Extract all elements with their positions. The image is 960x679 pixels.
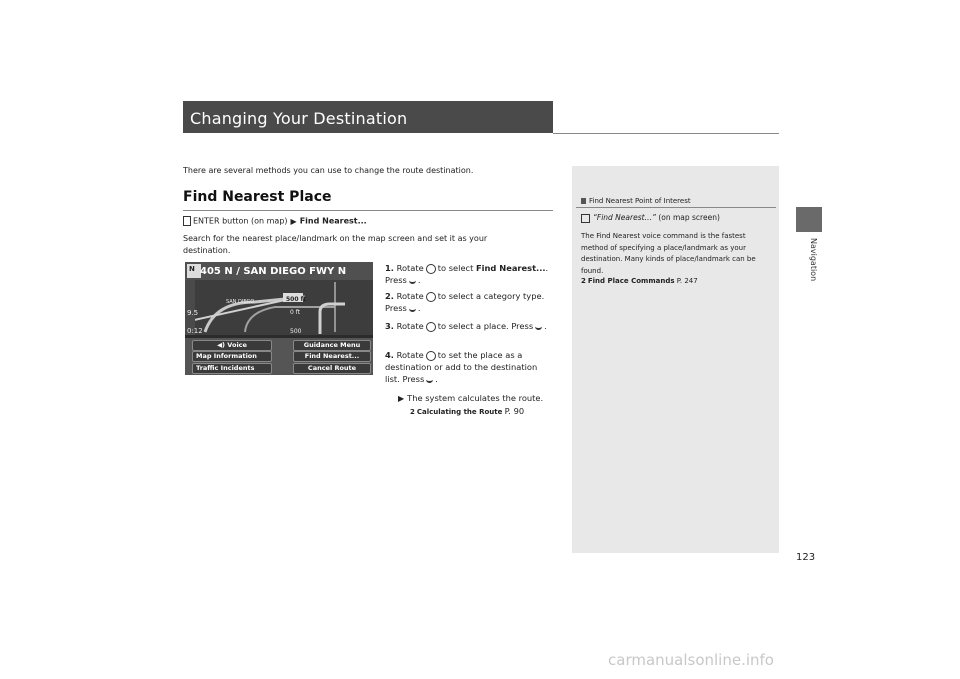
arrow-icon: ▶	[398, 394, 405, 403]
menu-guidance: Guidance Menu	[293, 340, 371, 351]
reference-label: Calculating the Route	[416, 408, 503, 416]
step-text: to set the place as a destination or add to the destination list. Press	[385, 350, 538, 384]
reference-arrow-icon: 2	[410, 408, 415, 416]
menu-map-information: Map Information	[192, 351, 272, 362]
distance-bottom: 500	[290, 328, 302, 335]
knob-icon	[426, 322, 436, 332]
home-button-icon	[183, 216, 191, 226]
menu-path	[183, 216, 367, 226]
knob-icon	[426, 292, 436, 302]
menu-voice	[192, 340, 272, 351]
menu-find-nearest: Find Nearest...	[293, 351, 371, 362]
knob-icon	[426, 264, 436, 274]
cross-reference	[410, 406, 524, 416]
step-number: 1.	[385, 263, 394, 273]
side-reference-label: Find Place Commands	[587, 277, 675, 285]
menu-traffic-incidents: Traffic Incidents	[192, 363, 272, 374]
title-rule	[553, 133, 779, 134]
menu-path-prefix: ENTER button (on map)	[193, 216, 288, 226]
knob-icon	[426, 351, 436, 361]
section-tab-label: Navigation	[809, 238, 818, 282]
reference-arrow-icon: 2	[581, 277, 586, 285]
voice-command: “Find Nearest…”	[593, 213, 656, 222]
step-text: Rotate	[396, 350, 424, 360]
step-text: . Press	[385, 263, 549, 285]
speaker-icon: ◀)	[217, 341, 228, 349]
side-note-rule	[576, 207, 776, 208]
step-number: 4.	[385, 350, 394, 360]
voice-command-line	[581, 213, 720, 223]
left-readout-b: 0:12	[187, 327, 203, 335]
side-note-heading-text: Find Nearest Point of Interest	[589, 197, 691, 205]
arrow-icon: ▶	[290, 216, 297, 226]
section-rule	[183, 210, 553, 211]
step-number: 3.	[385, 321, 394, 331]
menu-path-item: Find Nearest...	[299, 216, 367, 226]
reference-page: P. 90	[504, 406, 525, 416]
street-name: 405 N / SAN DIEGO FWY N	[200, 266, 347, 277]
page-title: Changing Your Destination	[190, 109, 408, 128]
side-note-reference	[581, 277, 698, 285]
step-number: 2.	[385, 291, 394, 301]
step-text: to select a place. Press	[437, 321, 534, 331]
step-4: 4. Rotate to set the place as a destination or add to the destination list. Press .	[385, 350, 538, 384]
step-text: Rotate	[396, 321, 424, 331]
distance-top: 500 ft	[286, 296, 307, 303]
map-label-san-diego: SAN DIEGO	[226, 299, 255, 305]
step-text: to select	[437, 263, 474, 273]
menu-voice-label: Voice	[227, 341, 247, 349]
intro-text: There are several methods you can use to change the route destination.	[183, 166, 474, 175]
step-bold: Find Nearest...	[476, 263, 546, 273]
section-tab-marker	[796, 207, 822, 232]
side-note-body: The Find Nearest voice command is the fastest method of specifying a place/landmark as your destination. Many kinds of place/landmark can be found.	[581, 232, 756, 275]
enter-icon	[535, 323, 542, 330]
section-description: Search for the nearest place/landmark on the map screen and set it as your destination.	[183, 234, 488, 255]
step-text: Rotate	[396, 291, 424, 301]
step-text: Rotate	[396, 263, 424, 273]
enter-icon	[409, 305, 416, 312]
heading-indicator: N	[189, 265, 195, 273]
result-text: The system calculates the route.	[407, 393, 544, 403]
distance-mid: 0 ft	[290, 309, 301, 316]
step-text: to select a category type. Press	[385, 291, 545, 313]
page-number: 123	[796, 552, 816, 563]
enter-icon	[409, 277, 416, 284]
side-note-panel	[572, 166, 779, 553]
voice-command-suffix: (on map screen)	[658, 213, 720, 222]
enter-icon	[426, 376, 433, 383]
side-reference-page: P. 247	[676, 277, 698, 285]
voice-command-icon	[581, 214, 590, 223]
watermark: carmanualsonline.info	[608, 651, 774, 669]
menu-cancel-route: Cancel Route	[293, 363, 371, 374]
section-heading: Find Nearest Place	[183, 189, 332, 205]
note-marker-icon	[581, 198, 586, 204]
left-readout-a: 9.5	[187, 309, 199, 317]
step-2: 2. Rotate to select a category type. Press .	[385, 291, 545, 313]
step-result	[398, 392, 563, 405]
step-1: 1. Rotate to select Find Nearest.... Press .	[385, 263, 549, 285]
step-3: 3. Rotate to select a place. Press .	[385, 321, 547, 331]
side-note-heading	[581, 197, 691, 205]
